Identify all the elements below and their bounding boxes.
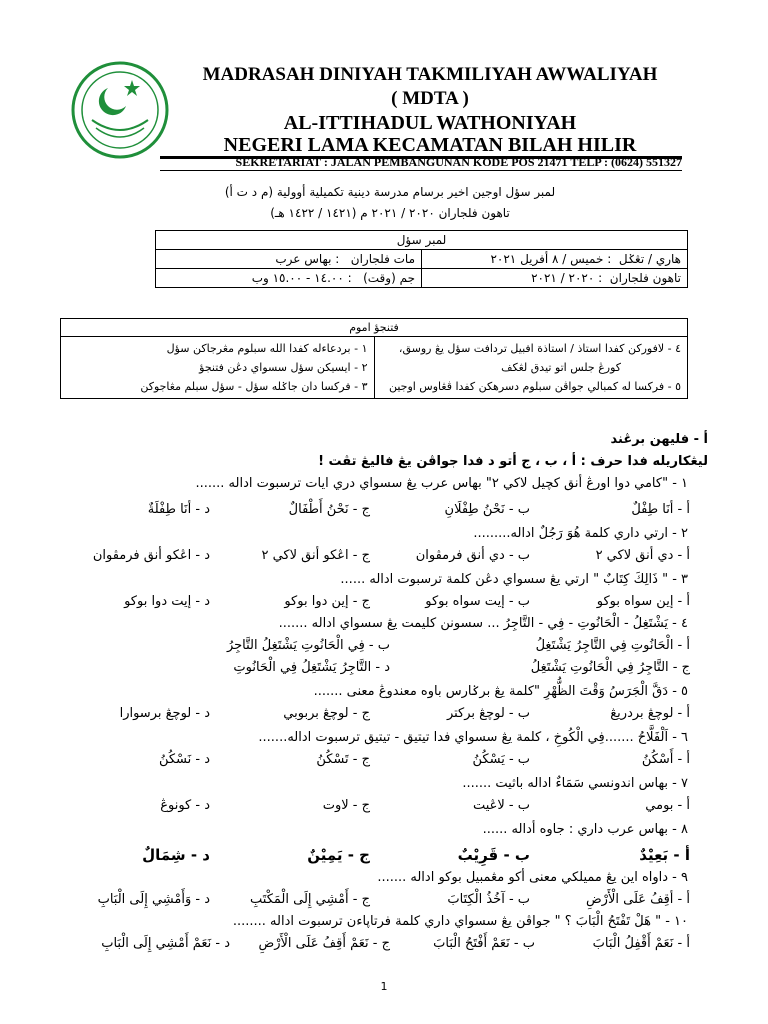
address-line: SEKRETARIAT : JALAN PEMBANGUNAN KODE POS 21471 TELP : (0624) 551327 [235, 155, 682, 169]
options-3 [90, 594, 690, 616]
question-4: ٤ - يَشْتَغِلُ - الْحَانُوتِ - فِي - التَّاجِرُ ... سسونن كليمت يڠ سسواي اداله ....... [278, 616, 688, 631]
option-6-a: أ - أَسْكُنُ [641, 752, 690, 767]
year-label: تاهون فلجاران [609, 271, 681, 285]
option-5-d: د - لوچڠ برسوارا [119, 706, 210, 721]
option-7-d: د - كونوڠ [160, 798, 210, 813]
options-4b [90, 660, 690, 682]
option-9-b: ب - آخُذُ الْكِتَابَ [447, 892, 530, 907]
option-6-d: د - نَسْكُنُ [158, 752, 210, 767]
exam-info-header: لمبر سؤل [156, 231, 688, 250]
question-10: ١٠ - " هَلْ تَفْتَحُ الْبَابَ ؟ " جواڤن يڠ سسواي داري كلمة فرتاپاءن ترسبوت اداله ........ [232, 914, 688, 929]
subject-value: : بهاس عرب [275, 252, 340, 266]
option-8-c: ج - يَمِيْنٌ [307, 846, 370, 864]
question-7: ٧ - بهاس اندونسي سَمَاءٌ اداله باثيت ....... [462, 776, 688, 791]
option-9-d: د - وَأَمْشِي إِلَى الْبَابِ [97, 892, 210, 907]
exam-info-table [155, 230, 688, 288]
option-8-d: د - شِمَالٌ [142, 846, 210, 864]
option-5-c: ج - لوچڠ بربوبي [283, 706, 370, 721]
option-9-a: أ - أقِفُ عَلَى الْأَرْضِ [585, 892, 690, 907]
section-a-title: أ - فليهن برڠند [610, 432, 708, 447]
question-2: ٢ - ارتي داري كلمة هُوَ رَجُلٌ اداله......... [473, 526, 688, 541]
option-10-c: ج - نَعَمْ أَقِفُ عَلَى الْأَرْضِ [258, 936, 390, 951]
time-label: جم (وقت) [363, 271, 415, 285]
option-3-d: د - إيت دوا بوكو [124, 594, 210, 609]
header-rule-bottom [160, 170, 682, 171]
options-5 [90, 706, 690, 728]
option-1-b: ب - نَحْنُ طِفْلَانِ [444, 502, 530, 517]
date-label: هاري / تڠݢل [618, 252, 681, 266]
option-6-b: ب - يَسْكُنُ [472, 752, 530, 767]
question-8: ٨ - بهاس عرب داري : جاوه أداله ...... [482, 822, 688, 837]
options-8 [90, 846, 690, 868]
options-7 [90, 798, 690, 820]
option-1-d: د - أنَا طِفْلَةٌ [147, 502, 210, 517]
option-1-c: ج - نَحْنُ أَطْفَالٌ [288, 502, 370, 517]
subject-label: مات فلجاران [350, 252, 415, 266]
option-10-d: د - نَعَمْ أَمْشِي إِلَى الْبَابِ [101, 936, 230, 951]
option-4-b: ب - فِي الْحَانُوتِ يَشْتَغِلُ التَّاجِرُ [226, 638, 390, 653]
rule-5: ٥ - فركسا له كمبالي جواڤن سبلوم دسرهكن كفدا ڤڠاوس اوجين [388, 380, 681, 393]
exam-title: لمبر سؤل اوجين اخير برسام مدرسة دينية تكميلية أوولية (م د ت أ) [224, 185, 556, 199]
year-value: : ٢٠٢٠ / ٢٠٢١ [531, 271, 603, 285]
school-location: NEGERI LAMA KECAMATAN BILAH HILIR [223, 134, 637, 156]
option-5-b: ب - لوچڠ بركتر [446, 706, 530, 721]
school-abbrev: ( MDTA ) [391, 88, 469, 109]
option-7-b: ب - لاڠيت [472, 798, 530, 813]
date-cell [422, 250, 688, 269]
rule-4: ٤ - لافوركن كفدا استاذ / استاذة افبيل تردافت سؤل يڠ روسق، [398, 342, 681, 355]
rule-4-continued: كورڠ جلس اتو تيدق لڠكف [501, 361, 621, 374]
option-8-a: أ - بَعِيْدٌ [639, 846, 690, 864]
question-3: ٣ - " ذَالِكَ كِتَابٌ " ارتي يڠ سسواي دڠن كلمة ترسبوت اداله ...... [340, 572, 688, 587]
foundation-name: AL-ITTIHADUL WATHONIYAH [283, 112, 577, 134]
year-cell [422, 269, 688, 288]
option-4-c: ج - التَّاجِرُ فِي الْحَانُوتِ يَشْتَغِلُ [530, 660, 690, 675]
option-8-b: ب - قَرِيْبٌ [457, 846, 530, 864]
option-5-a: أ - لوچڠ بردريڠ [610, 706, 690, 721]
options-1 [90, 502, 690, 524]
question-6: ٦ - اَلْفَلَّاحُ .......فِي الْكُوخِ ، كلمة يڠ سسواي فدا تيتيق - تيتيق ترسبوت اداله....... [258, 730, 688, 745]
options-10 [90, 936, 690, 958]
general-rules-table [60, 318, 688, 399]
option-6-c: ج - تَسْكُنُ [316, 752, 370, 767]
rule-1: ١ - بردعاءله كفدا الله سبلوم مڠرجاكن سؤل [166, 342, 368, 355]
option-4-d: د - التَّاجِرُ يَشْتَغِلُ فِي الْحَانُوتِ [233, 660, 390, 675]
options-6 [90, 752, 690, 774]
subject-cell [156, 250, 422, 269]
rules-left-column [374, 337, 688, 399]
time-value: : ١٤.٠٠ - ١٥.٠٠ وب [251, 271, 352, 285]
options-2 [90, 548, 690, 570]
option-1-a: أ - أنَا طِفْلٌ [631, 502, 690, 517]
section-a-instruction: ليڠكاريله فدا حرف : أ ، ب ، ج أتو د فدا جواڤن يڠ فاليڠ تڤت ! [318, 454, 708, 469]
option-3-c: ج - إين دوا بوكو [284, 594, 370, 609]
option-3-a: أ - إين سواه بوكو [596, 594, 690, 609]
option-2-d: د - اڠكو أنق فرمڤوان [92, 548, 210, 563]
page-number: 1 [380, 980, 388, 993]
option-2-c: ج - اڠكو أنق لاكي ٢ [261, 548, 370, 563]
option-4-a: أ - الْحَانُوتِ فِي التَّاجِرُ يَشْتَغِلُ [535, 638, 690, 653]
question-9: ٩ - داواه اين يڠ مميلكي معنى أكو مڠمبيل بوكو اداله ....... [377, 870, 688, 885]
options-4a [90, 638, 690, 660]
option-2-a: أ - دي أنق لاكي ٢ [595, 548, 690, 563]
option-10-a: أ - نَعَمْ أَقْفِلُ الْبَابَ [592, 936, 690, 951]
option-7-c: ج - لاوت [322, 798, 370, 813]
rule-2: ٢ - ايسيكن سؤل سسواي دڠن فتنجؤ [199, 361, 368, 374]
school-name: MADRASAH DINIYAH TAKMILIYAH AWWALIYAH [202, 64, 658, 85]
option-3-b: ب - إيت سواه بوكو [425, 594, 530, 609]
option-10-b: ب - نَعَمْ أَفْتَحُ الْبَابَ [433, 936, 535, 951]
rules-right-column [61, 337, 375, 399]
date-value: : خميس / ٨ أفريل ٢٠٢١ [490, 252, 612, 266]
question-5: ٥ - دَقَّ الْجَرَسُ وَقْتَ الظُّهْرِ "كلمة يڠ برݢارس باوه معندوڠ معنى ....... [313, 684, 688, 699]
question-1: ١ - "كامي دوا اورڠ أنق كچيل لاكي ٢" بهاس عرب يڠ سسواي دري ايات ترسبوت اداله ....... [195, 476, 688, 491]
option-7-a: أ - بومي [645, 798, 690, 813]
options-9 [90, 892, 690, 914]
option-2-b: ب - دي أنق فرمڤوان [415, 548, 530, 563]
rules-header: فتنجؤ اموم [61, 319, 688, 337]
rule-3: ٣ - فركسا دان جاݢله سؤل - سؤل سبلم مڠاجوكن [140, 380, 368, 393]
time-cell [156, 269, 422, 288]
academic-year: تاهون فلجاران ٢٠٢٠ / ٢٠٢١ م (١٤٢١ / ١٤٢٢ هـ) [270, 206, 510, 220]
option-9-c: ج - أَمْشِي إِلَى الْمَكْتَبِ [250, 892, 370, 907]
